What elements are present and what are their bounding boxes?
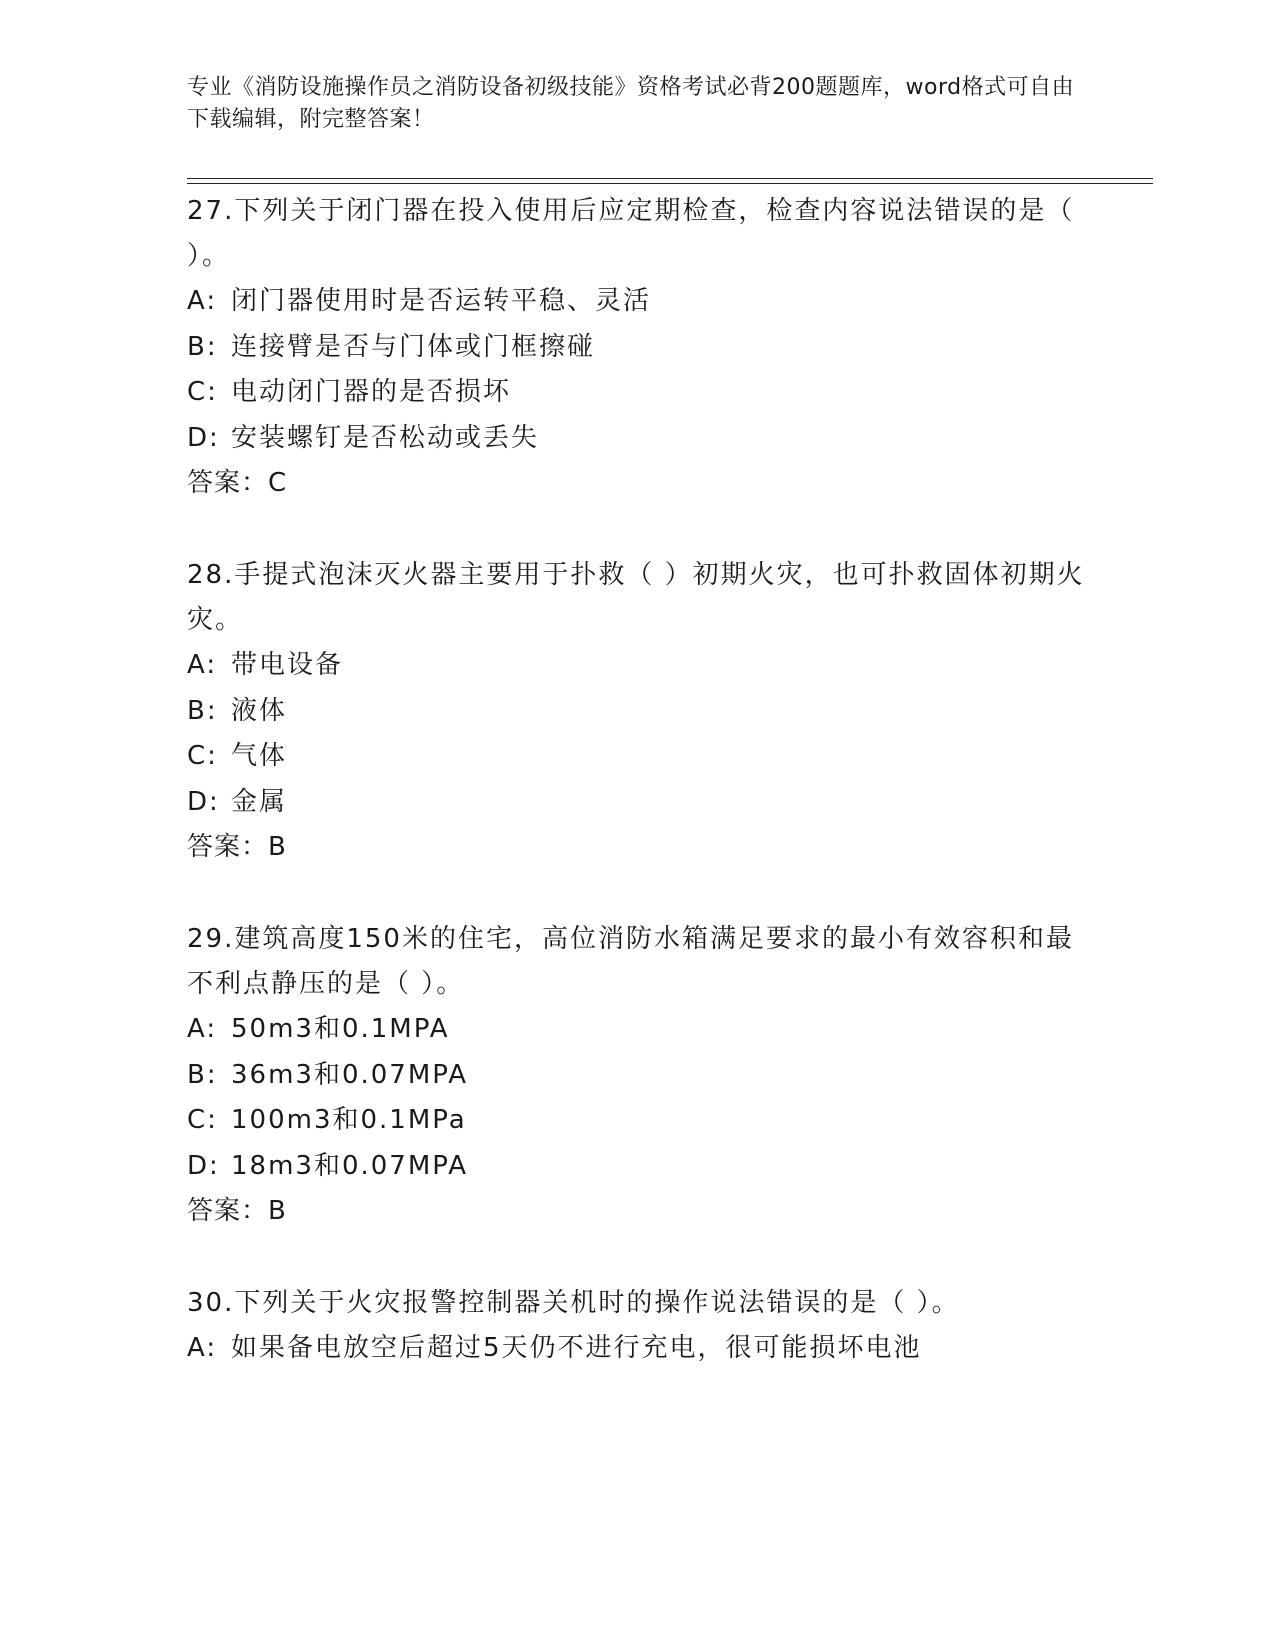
question-stem: 27.下列关于闭门器在投入使用后应定期检查，检查内容说法错误的是（ ）。 [187,196,1075,271]
option-a [187,279,1087,325]
option-text: 如果备电放空后超过5天仍不进行充电，很可能损坏电池 [231,1333,922,1363]
question-28 [187,553,1087,870]
option-text: 100m3和0.1MPa [231,1105,467,1135]
option-key: B: [187,1059,218,1090]
option-text: 安装螺钉是否松动或丢失 [231,422,540,453]
option-a [187,1007,1087,1053]
option-text: 气体 [231,741,288,771]
option-a [187,1326,1087,1372]
option-b [187,689,1087,735]
option-d [187,780,1087,826]
option-a [187,643,1087,689]
option-d [187,416,1087,462]
question-29 [187,917,1087,1234]
option-text: 金属 [231,786,288,817]
option-key: B: [187,695,218,726]
option-b [187,1053,1087,1099]
header-divider-bottom [187,183,1153,184]
option-text: 带电设备 [231,650,344,680]
option-key: C: [187,377,218,407]
option-text: 36m3和0.07MPA [231,1059,469,1090]
option-c [187,370,1087,416]
option-key: D: [187,786,220,817]
option-key: A: [187,650,218,680]
option-key: B: [187,331,218,362]
option-text: 50m3和0.1MPA [231,1014,450,1044]
question-30 [187,1281,1087,1372]
option-c [187,1098,1087,1144]
question-27 [187,189,1087,506]
option-text: 闭门器使用时是否运转平稳、灵活 [231,286,652,316]
option-key: A: [187,1014,218,1044]
answer: 答案：C [187,468,288,498]
option-key: C: [187,1105,218,1135]
option-key: A: [187,1333,218,1363]
option-d [187,1144,1087,1190]
question-stem: 30.下列关于火灾报警控制器关机时的操作说法错误的是（ ）。 [187,1288,960,1318]
option-b [187,325,1087,371]
question-stem: 28.手提式泡沫灭火器主要用于扑救（ ）初期火灾，也可扑救固体初期火灾。 [187,560,1085,635]
answer: 答案：B [187,832,287,862]
option-key: D: [187,422,220,453]
option-text: 连接臂是否与门体或门框擦碰 [231,331,596,362]
question-stem: 29.建筑高度150米的住宅，高位消防水箱满足要求的最小有效容积和最不利点静压的是（ ）。 [187,924,1074,999]
option-text: 电动闭门器的是否损坏 [231,377,512,407]
option-text: 液体 [231,695,288,726]
option-text: 18m3和0.07MPA [231,1150,469,1181]
header-divider-top [187,178,1153,179]
option-c [187,734,1087,780]
answer: 答案：B [187,1196,287,1226]
option-key: A: [187,286,218,316]
document-header: 专业《消防设施操作员之消防设备初级技能》资格考试必背200题题库，word格式可自由下载编辑，附完整答案！ [187,75,1075,132]
option-key: D: [187,1150,220,1181]
option-key: C: [187,741,218,771]
